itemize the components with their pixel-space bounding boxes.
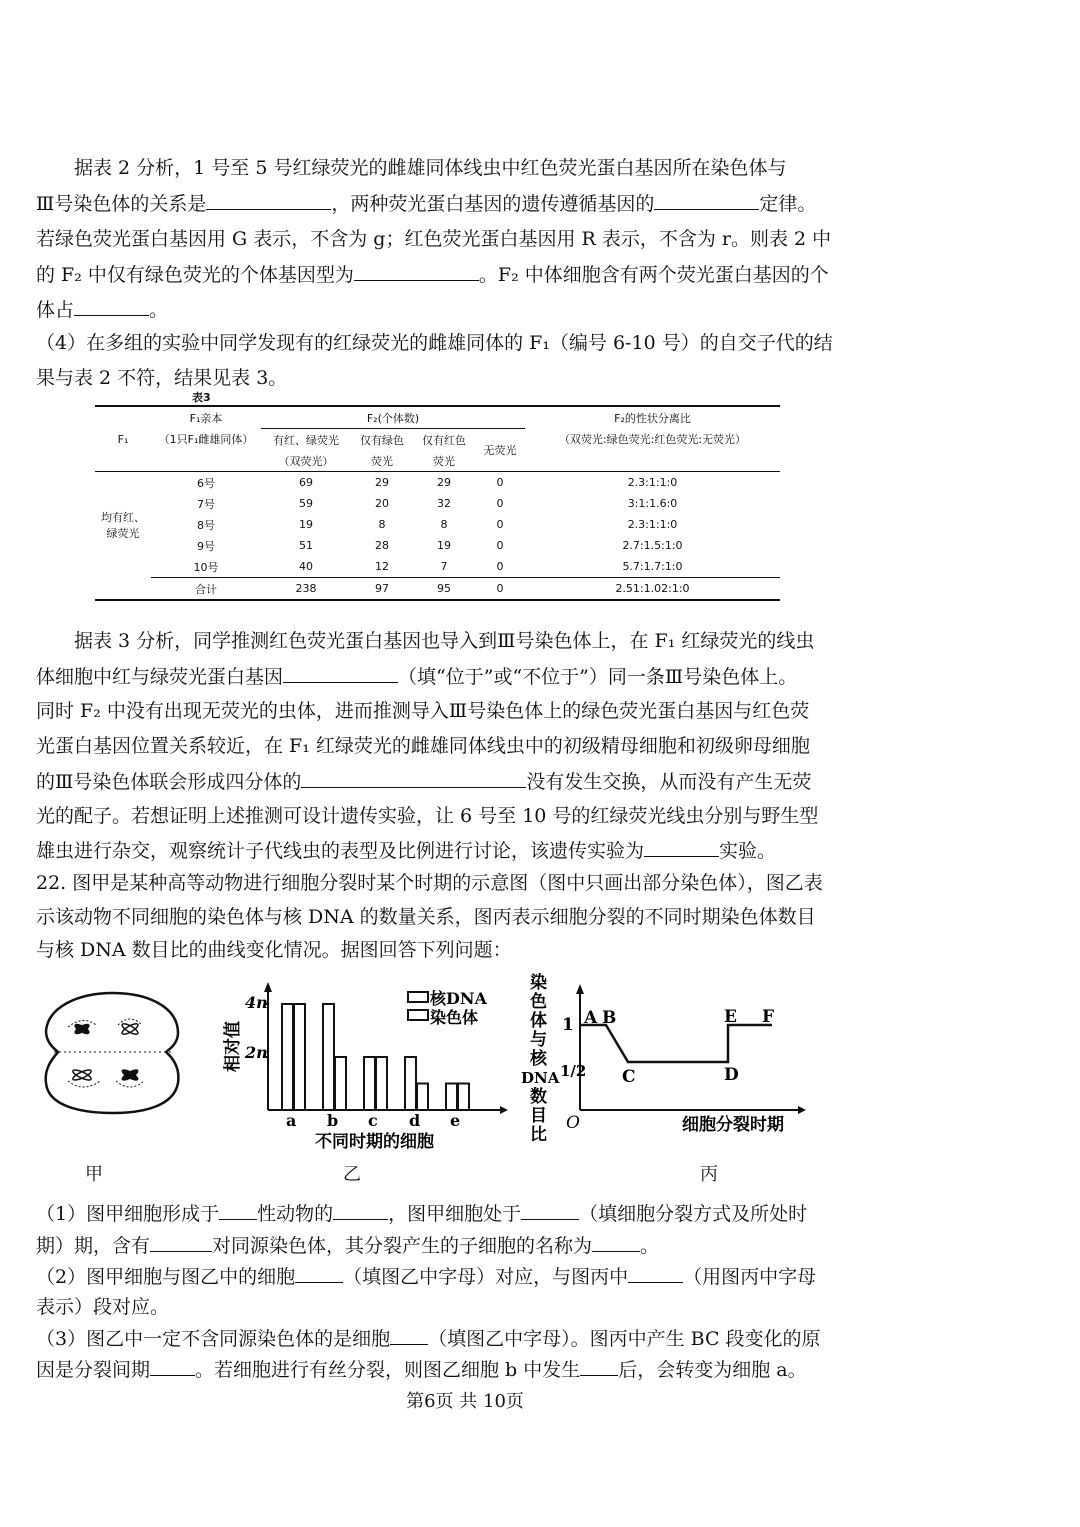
table-title: 表3: [192, 391, 211, 404]
answer-blank[interactable]: [333, 1201, 388, 1220]
cell-green: 12: [375, 560, 389, 573]
y-axis-arrow: [264, 982, 272, 992]
cell-id: 7号: [197, 497, 215, 511]
y-axis-label-char: 与: [530, 1030, 547, 1050]
text: 体细胞中红与绿荧光蛋白基因: [36, 666, 284, 688]
text: 的 F₂ 中仅有绿色荧光的个体基因型为: [36, 264, 354, 286]
y-tick-half: 1/2: [560, 1062, 587, 1080]
header-red: 仅有红色: [422, 433, 466, 447]
text-line: [36, 804, 1040, 828]
text-line: [36, 227, 1040, 251]
table-row-total: [95, 578, 780, 601]
cell-ratio: 2.7:1.5:1:0: [622, 539, 683, 552]
text-line: [36, 1264, 1040, 1289]
text: 雄虫进行杂交，观察统计子代线虫的表型及比例进行讨论，该遗传实验为: [36, 840, 645, 862]
table-row: [95, 472, 780, 494]
cell-green: 20: [375, 497, 389, 510]
cell-none: 0: [496, 497, 504, 510]
answer-blank[interactable]: [521, 1201, 579, 1220]
answer-blank[interactable]: [219, 1201, 257, 1220]
header-ratio: F₂的性状分离比: [614, 411, 691, 425]
text-line: [36, 938, 1040, 962]
x-axis-arrow: [500, 1106, 508, 1114]
text-line: [36, 366, 1040, 390]
cell-none: 0: [475, 578, 525, 601]
table-3: [95, 405, 780, 601]
figure-yi-bar-chart: [210, 980, 510, 1155]
cell-red: 95: [413, 578, 475, 601]
text: 的Ⅲ号染色体联会形成四分体的: [36, 771, 302, 793]
text: ，两种荧光蛋白基因的遗传遵循基因的: [331, 193, 655, 215]
text-line: [36, 156, 1040, 180]
bar-chromosome-b: [335, 1057, 346, 1110]
y-tick-4n: 4n: [245, 993, 268, 1012]
text: 同时 F₂ 中没有出现无荧光的虫体，进而推测导入Ⅲ号染色体上的绿色荧光蛋白基因与红色荧: [36, 700, 810, 722]
chromosome: [116, 1068, 144, 1087]
text: 据表 3 分析，同学推测红色荧光蛋白基因也导入到Ⅲ号染色体上，在 F₁ 红绿荧光的线虫: [74, 630, 815, 652]
table-row: [95, 514, 780, 535]
text-line: [36, 1233, 1040, 1258]
text-line: [36, 664, 1040, 689]
x-tick-label: e: [450, 1111, 461, 1130]
text-line: [36, 905, 1040, 929]
header-ratio-sub: （双荧光:绿色荧光:红色荧光:无荧光）: [558, 433, 747, 447]
answer-blank[interactable]: [592, 1233, 640, 1252]
text: （4）在多组的实验中同学发现有的红绿荧光的雌雄同体的 F₁（编号 6-10 号）的自交子代的结: [36, 332, 833, 354]
cell-none: 0: [496, 476, 504, 489]
cell-ratio: 2.51:1.02:1:0: [525, 578, 780, 601]
y-axis-label-char: 色: [530, 992, 547, 1012]
cell-both: 40: [299, 560, 313, 573]
text-line: [36, 297, 1040, 322]
header-parent-sub: （1只F₁雌雄同体）: [158, 433, 254, 447]
text: 若绿色荧光蛋白基因用 G 表示，不含为 g；红色荧光蛋白基因用 R 表示，不含为 r。则表 2 中: [36, 228, 832, 250]
bar-dna-e: [446, 1084, 457, 1111]
answer-blank[interactable]: [580, 1357, 618, 1376]
text: 。: [640, 1235, 660, 1257]
text-line: [36, 871, 1040, 895]
text: 。: [149, 299, 169, 321]
answer-blank[interactable]: [390, 1326, 428, 1345]
answer-blank[interactable]: [206, 191, 331, 210]
cell-ratio: 3:1:1.6:0: [627, 497, 678, 510]
text: 与核 DNA 数目比的曲线变化情况。据图回答下列问题：: [36, 939, 512, 961]
answer-blank[interactable]: [295, 1264, 343, 1283]
text: 对同源染色体，其分裂产生的子细胞的名称为: [212, 1235, 593, 1257]
table-row: [95, 535, 780, 556]
cell-green: 28: [375, 539, 389, 552]
cell-ratio: 2.3:1:1:0: [627, 518, 678, 531]
text: （填图乙中字母）对应，与图丙中: [343, 1266, 629, 1288]
text: （填细胞分裂方式及所处时: [579, 1203, 808, 1225]
text: 体占: [36, 299, 75, 321]
text-line: [36, 1357, 1040, 1382]
bar-dna-b: [323, 1004, 334, 1110]
caption-yi: 乙: [343, 1164, 361, 1185]
table-row: [95, 493, 780, 514]
cell-green: 29: [375, 476, 389, 489]
table-row: [95, 556, 780, 578]
text: （1）图甲细胞形成于: [36, 1203, 220, 1225]
chromosome: [118, 1019, 142, 1036]
header-green-sub: 荧光: [371, 454, 393, 468]
text: 期）期，含有: [36, 1235, 151, 1257]
point-f: F: [762, 1007, 775, 1027]
chromosome: [68, 1068, 100, 1087]
origin-label: O: [566, 1113, 580, 1133]
y-axis-label-char: 核: [530, 1049, 547, 1069]
y-axis-label-char: 比: [530, 1125, 547, 1145]
bar-dna-a: [282, 1004, 293, 1110]
cell-id: 合计: [151, 578, 261, 601]
cell-red: 19: [437, 539, 451, 552]
text-line: [36, 262, 1040, 287]
cell-ratio: 5.7:1.7:1:0: [622, 560, 683, 573]
header-red-sub: 荧光: [433, 454, 455, 468]
answer-blank[interactable]: [644, 838, 719, 857]
header-none: 无荧光: [483, 444, 517, 457]
text: 光蛋白基因位置关系较近，在 F₁ 红绿荧光的雌雄同体线虫中的初级精母细胞和初级卵母细胞: [36, 735, 810, 757]
answer-blank[interactable]: [354, 262, 479, 281]
y-axis-label-char: DNA: [521, 1069, 560, 1087]
text: 实验。: [719, 840, 777, 862]
cell-red: 7: [440, 560, 448, 573]
text: 示该动物不同细胞的染色体与核 DNA 的数量关系，图丙表示细胞分裂的不同时期染色体数目: [36, 906, 816, 928]
text: Ⅲ号染色体的关系是: [36, 193, 207, 215]
y-tick-1: 1: [562, 1015, 574, 1035]
header-f1: F₁: [117, 432, 129, 446]
cell-green: 8: [378, 518, 386, 531]
cell-membrane: [46, 993, 179, 1113]
bar-chromosome-a: [294, 1004, 305, 1110]
text-line: [36, 629, 1040, 653]
legend-dna: 核DNA: [430, 989, 487, 1008]
text-line: [36, 734, 1040, 758]
y-axis-label: [521, 973, 560, 1145]
y-axis-label-char: 染: [530, 973, 547, 993]
caption-bing: 丙: [700, 1164, 718, 1185]
text: 。F₂ 中体细胞含有两个荧光蛋白基因的个: [478, 264, 829, 286]
text: 没有发生交换，从而没有产生无荧: [526, 771, 812, 793]
bar-chromosome-d: [417, 1084, 428, 1111]
text: 据表 2 分析，1 号至 5 号红绿荧光的雌雄同体线虫中红色荧光蛋白基因所在染色体与: [74, 157, 787, 179]
text-line: [36, 1201, 1040, 1226]
bar-dna-c: [364, 1057, 375, 1110]
cell-none: 0: [496, 539, 504, 552]
text: 定律。: [759, 193, 817, 215]
cell-id: 6号: [197, 476, 215, 490]
cell-both: 19: [299, 518, 313, 531]
text: （填图乙中字母）。图丙中产生 BC 段变化的原: [428, 1328, 821, 1350]
answer-blank[interactable]: [283, 664, 398, 683]
text: （填“位于”或“不位于”）同一条Ⅲ号染色体上。: [398, 666, 798, 688]
text: 因是分裂间期: [36, 1359, 151, 1381]
cell-none: 0: [496, 560, 504, 573]
answer-blank[interactable]: [150, 1357, 195, 1376]
x-tick-label: c: [368, 1111, 378, 1130]
legend-swatch-chromosome: [408, 1010, 428, 1020]
question-22: 22. 图甲是某种高等动物进行细胞分裂时某个时期的示意图（图中只画出部分染色体），图乙表: [36, 872, 823, 894]
y-tick-2n: 2n: [245, 1043, 268, 1062]
header-green: 仅有绿色: [360, 433, 404, 447]
cell-none: 0: [496, 518, 504, 531]
text: 后，会转变为细胞 a。: [618, 1359, 807, 1381]
x-tick-label: d: [409, 1111, 421, 1130]
text-line: [36, 699, 1040, 723]
x-axis-label: 细胞分裂时期: [682, 1115, 784, 1135]
figure-bing-line-chart: [520, 970, 810, 1150]
chromosome: [68, 1020, 96, 1035]
point-c: C: [622, 1067, 636, 1087]
y-axis-label-char: 体: [530, 1011, 547, 1031]
text-line: [36, 769, 1040, 794]
text: ，图甲细胞处于: [388, 1203, 522, 1225]
header-f2-count: F₂(个体数): [261, 406, 525, 429]
header-both: 有红、绿荧光: [273, 433, 339, 447]
x-tick-label: a: [286, 1111, 297, 1130]
page-footer: 第6页 共 10页: [406, 1391, 524, 1412]
figure-jia-cell: [38, 985, 188, 1120]
point-b: B: [602, 1008, 617, 1028]
legend-swatch-dna: [408, 992, 428, 1002]
bar-chromosome-c: [376, 1057, 387, 1110]
cell-both: 69: [299, 476, 313, 489]
text: （用图丙中字母: [683, 1266, 817, 1288]
text-line: [36, 331, 1040, 355]
cell-id: 9号: [197, 539, 215, 553]
cell-id: 10号: [193, 560, 219, 574]
y-axis-label-char: 数: [530, 1087, 547, 1107]
bar-chromosome-e: [458, 1084, 469, 1111]
y-axis-label-char: 目: [530, 1106, 547, 1126]
text: 光的配子。若想证明上述推测可设计遗传实验，让 6 号至 10 号的红绿荧光线虫分别与野生型: [36, 805, 819, 827]
point-d: D: [724, 1065, 739, 1085]
legend-chromosome: 染色体: [430, 1008, 479, 1027]
cell-red: 29: [437, 476, 451, 489]
answer-blank[interactable]: [150, 1233, 212, 1252]
answer-blank[interactable]: [628, 1264, 683, 1283]
header-both-sub: （双荧光）: [278, 454, 334, 468]
cell-green: 97: [351, 578, 413, 601]
caption-jia: 甲: [85, 1164, 103, 1185]
answer-blank[interactable]: [301, 769, 526, 788]
cell-both: 238: [261, 578, 351, 601]
answer-blank[interactable]: [654, 191, 759, 210]
point-e: E: [724, 1007, 737, 1027]
text-line: [36, 191, 1040, 216]
cell-ratio: 2.3:1:1:0: [627, 476, 678, 489]
text: （3）图乙中一定不含同源染色体的是细胞: [36, 1328, 391, 1350]
cell-red: 32: [437, 497, 451, 510]
text: 性动物的: [257, 1203, 334, 1225]
cell-red: 8: [440, 518, 448, 531]
x-axis-label: 不同时期的细胞: [315, 1132, 434, 1152]
x-tick-label: b: [327, 1111, 339, 1130]
cell-id: 8号: [197, 518, 215, 532]
text-line: [36, 1295, 1040, 1319]
cell-both: 51: [299, 539, 313, 552]
text: （2）图甲细胞与图乙中的细胞: [36, 1266, 296, 1288]
y-axis-label: 相对值: [223, 1021, 243, 1072]
answer-blank[interactable]: [74, 297, 149, 316]
ratio-curve: [580, 1025, 772, 1062]
text: 表示）段对应。: [36, 1296, 170, 1318]
text: 果与表 2 不符，结果见表 3。: [36, 367, 288, 389]
header-parent: F₁亲本: [189, 411, 223, 425]
group-label: 均有红、 绿荧光: [101, 510, 145, 540]
cell-both: 59: [299, 497, 313, 510]
text: 。若细胞进行有丝分裂，则图乙细胞 b 中发生: [195, 1359, 581, 1381]
bar-dna-d: [405, 1057, 416, 1110]
point-a: A: [584, 1008, 598, 1028]
text-line: [36, 1326, 1040, 1351]
text-line: [36, 838, 1040, 863]
